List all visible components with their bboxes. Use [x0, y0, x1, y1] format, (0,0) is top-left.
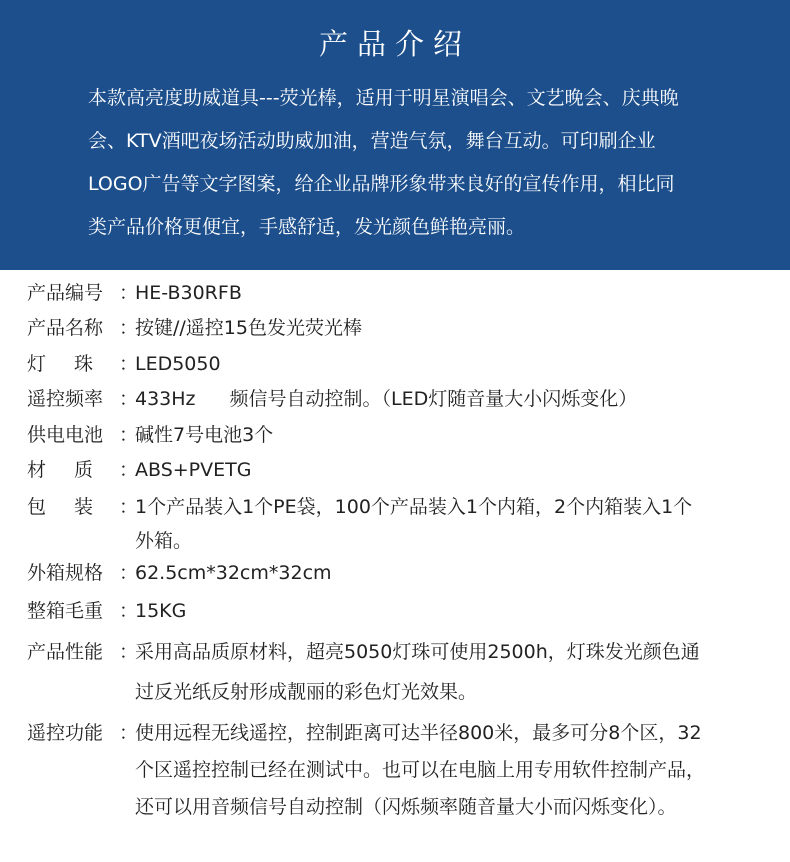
- spec-label: 遥控频率: [27, 388, 104, 410]
- spec-label-part: 灯: [27, 353, 57, 375]
- packing-line: 1个产品装入1个PE袋，100个产品装入1个内箱，2个内箱装入1个: [135, 496, 693, 518]
- spec-colon: ：: [119, 496, 139, 518]
- spec-label: 产品名称: [27, 317, 104, 339]
- packing-line: 外箱。: [135, 530, 193, 552]
- remote-line: 使用远程无线遥控，控制距离可达半径800米，最多可分8个区，32: [135, 722, 702, 744]
- spec-value: 按键//遥控15色发光荧光棒: [135, 317, 362, 339]
- spec-label-part: 质: [73, 459, 93, 481]
- spec-colon: ：: [119, 641, 139, 663]
- spec-colon: ：: [119, 722, 139, 744]
- spec-label: 遥控功能: [27, 722, 104, 744]
- spec-colon: ：: [119, 388, 139, 410]
- intro-line: LOGO广告等文字图案，给企业品牌形象带来良好的宣传作用，相比同: [88, 173, 675, 195]
- frequency-note: 频信号自动控制。（LED灯随音量大小闪烁变化）: [229, 388, 638, 410]
- spec-colon: ：: [119, 353, 139, 375]
- spec-value: HE-B30RFB: [135, 282, 242, 304]
- spec-label-part: 装: [73, 496, 93, 518]
- spec-colon: ：: [119, 562, 139, 584]
- intro-line: 类产品价格更便宜，手感舒适，发光颜色鲜艳亮丽。: [88, 216, 526, 238]
- spec-colon: ：: [119, 424, 139, 446]
- spec-value: 62.5cm*32cm*32cm: [135, 562, 332, 584]
- spec-value: 15KG: [135, 600, 187, 622]
- spec-label-part: 珠: [73, 353, 93, 375]
- spec-label-part: 材: [27, 459, 57, 481]
- spec-value: [135, 385, 790, 413]
- intro-line: 本款高亮度助威道具---荧光棒，适用于明星演唱会、文艺晚会、庆典晚: [88, 87, 679, 109]
- spec-value: ABS+PVETG: [135, 459, 252, 481]
- spec-colon: ：: [119, 600, 139, 622]
- intro-banner: [0, 0, 790, 270]
- spec-colon: ：: [119, 282, 139, 304]
- spec-label: 外箱规格: [27, 562, 104, 584]
- performance-line: 过反光纸反射形成靓丽的彩色灯光效果。: [135, 681, 478, 703]
- spec-label: 整箱毛重: [27, 600, 104, 622]
- spec-label: 产品性能: [27, 641, 104, 663]
- remote-line: 还可以用音频信号自动控制（闪烁频率随音量大小而闪烁变化）。: [135, 796, 677, 818]
- spec-value: [135, 715, 790, 826]
- intro-title: 产品介绍: [318, 27, 471, 61]
- spec-colon: ：: [119, 459, 139, 481]
- frequency-value: 433Hz: [135, 388, 196, 410]
- spec-label: 供电电池: [27, 424, 104, 446]
- spec-value: [135, 490, 790, 558]
- spec-value: 碱性7号电池3个: [135, 424, 274, 446]
- spec-label: 产品编号: [27, 282, 104, 304]
- spec-label-part: 包: [27, 496, 57, 518]
- performance-line: 采用高品质原材料，超亮5050灯珠可使用2500h，灯珠发光颜色通: [135, 641, 700, 663]
- intro-line: 会、KTV酒吧夜场活动助威加油，营造气氛，舞台互动。可印刷企业: [88, 130, 656, 152]
- spec-colon: ：: [119, 317, 139, 339]
- spec-value: LED5050: [135, 353, 221, 375]
- spec-value: [135, 632, 790, 712]
- intro-paragraph: [88, 77, 750, 249]
- remote-line: 个区遥控控制已经在测试中。也可以在电脑上用专用软件控制产品，: [135, 759, 706, 781]
